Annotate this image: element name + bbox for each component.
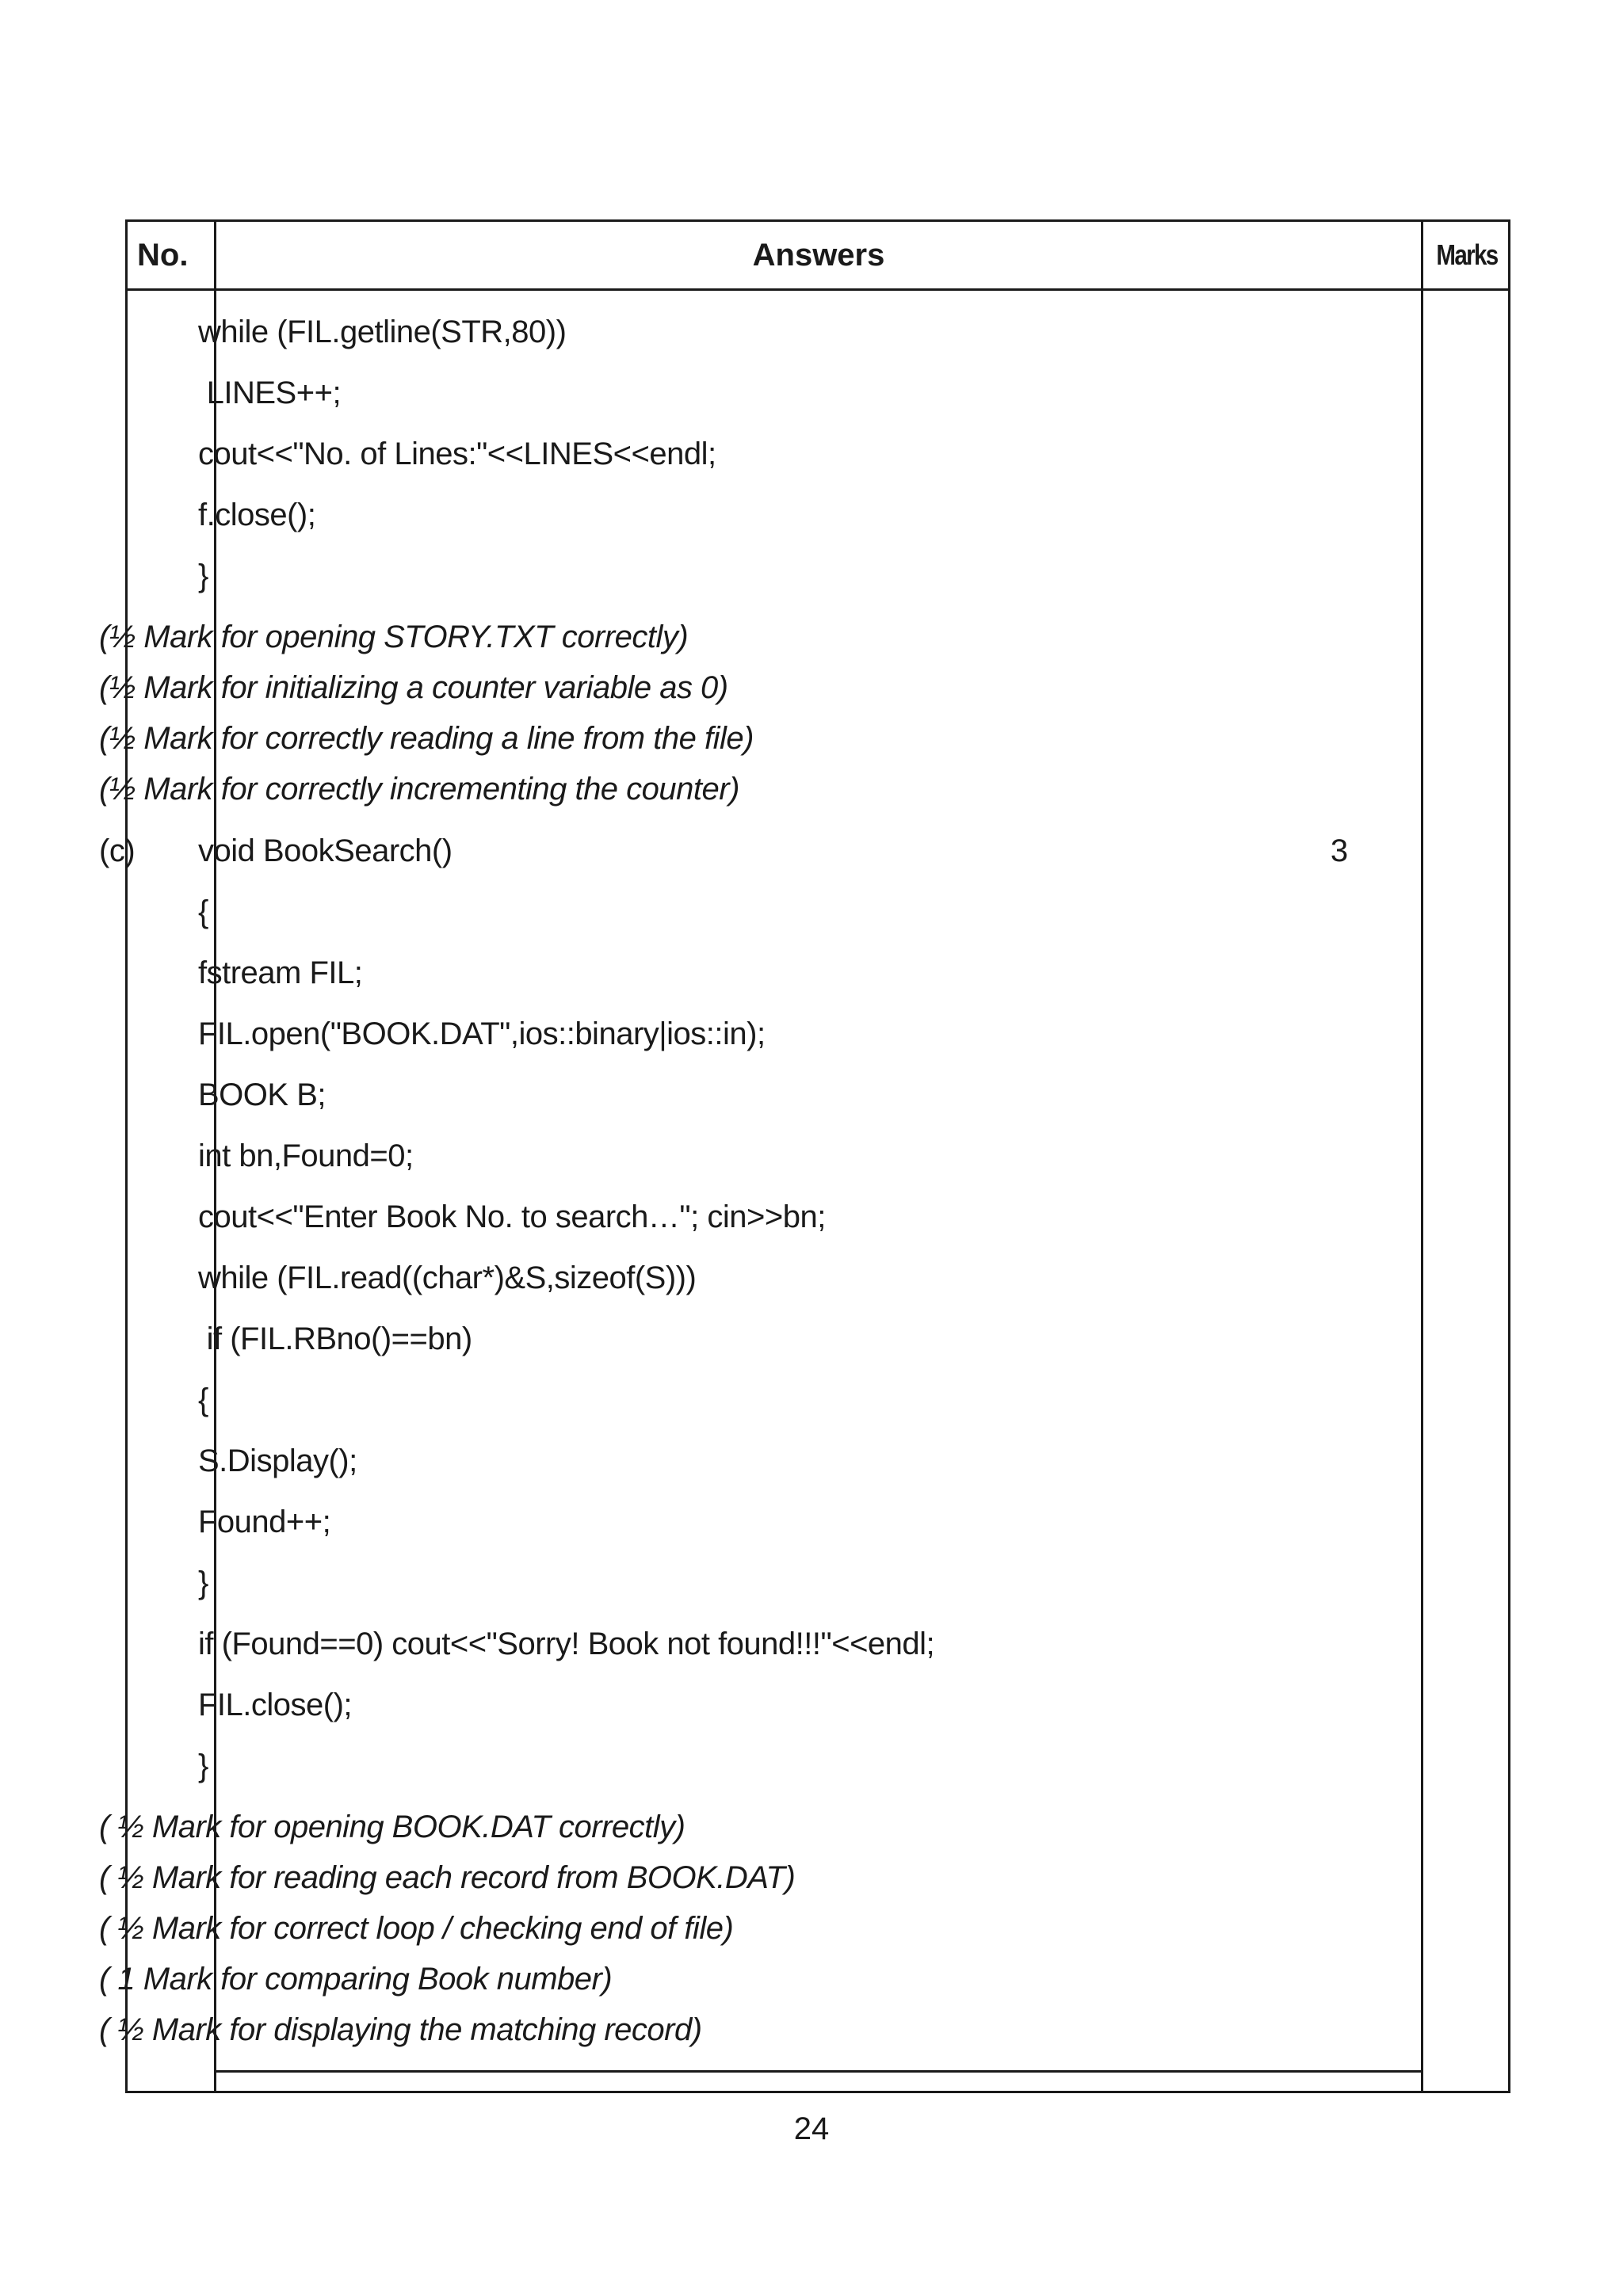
marking-note: (½ Mark for correctly incrementing the counter) [99,772,739,807]
code-line: Found++; [198,1505,331,1539]
code-line: } [198,559,208,593]
page-number: 24 [793,2111,830,2146]
code-line: int bn,Found=0; [198,1138,414,1173]
header-no: No. [137,237,189,273]
header-divider [128,288,1508,291]
code-line: { [198,1383,208,1417]
code-line: fstream FIL; [198,955,363,990]
code-line: while (FIL.read((char*)&S,sizeof(S))) [198,1261,697,1295]
marking-note: ( 1 Mark for comparing Book number) [99,1962,613,1997]
question-label: (c) [99,833,136,868]
marking-note: (½ Mark for correctly reading a line from the file) [99,721,754,756]
code-line: void BookSearch() [198,833,453,868]
code-line: if (Found==0) cout<<"Sorry! Book not found!!!"<<endl; [198,1627,935,1661]
marking-note: ( ½ Mark for reading each record from BOOK.DAT) [99,1860,796,1895]
code-line: { [198,894,208,929]
code-line: LINES++; [198,376,342,410]
code-line: while (FIL.getline(STR,80)) [198,315,567,349]
column-divider-marks [1421,222,1423,2091]
marking-note: ( ½ Mark for displaying the matching record) [99,2012,702,2047]
marking-note: ( ½ Mark for opening BOOK.DAT correctly) [99,1810,685,1844]
code-line: } [198,1566,208,1600]
code-line: } [198,1749,208,1783]
header-answers: Answers [752,237,885,273]
marking-note: (½ Mark for initializing a counter variable as 0) [99,670,728,705]
answers-bottom-rule [214,2070,1423,2073]
code-line: f.close(); [198,498,316,532]
marks-value: 3 [1330,833,1349,868]
code-line: S.Display(); [198,1444,357,1478]
marking-note: ( ½ Mark for correct loop / checking end of file) [99,1911,734,1946]
code-line: FIL.close(); [198,1688,353,1722]
code-line: FIL.open("BOOK.DAT",ios::binary|ios::in); [198,1016,766,1051]
code-line: BOOK B; [198,1077,326,1112]
header-marks: Marks [1436,238,1498,271]
code-line: cout<<"No. of Lines:"<<LINES<<endl; [198,437,716,471]
marking-note: (½ Mark for opening STORY.TXT correctly) [99,620,689,654]
code-line: if (FIL.RBno()==bn) [198,1322,472,1356]
code-line: cout<<"Enter Book No. to search…"; cin>>bn; [198,1199,826,1234]
